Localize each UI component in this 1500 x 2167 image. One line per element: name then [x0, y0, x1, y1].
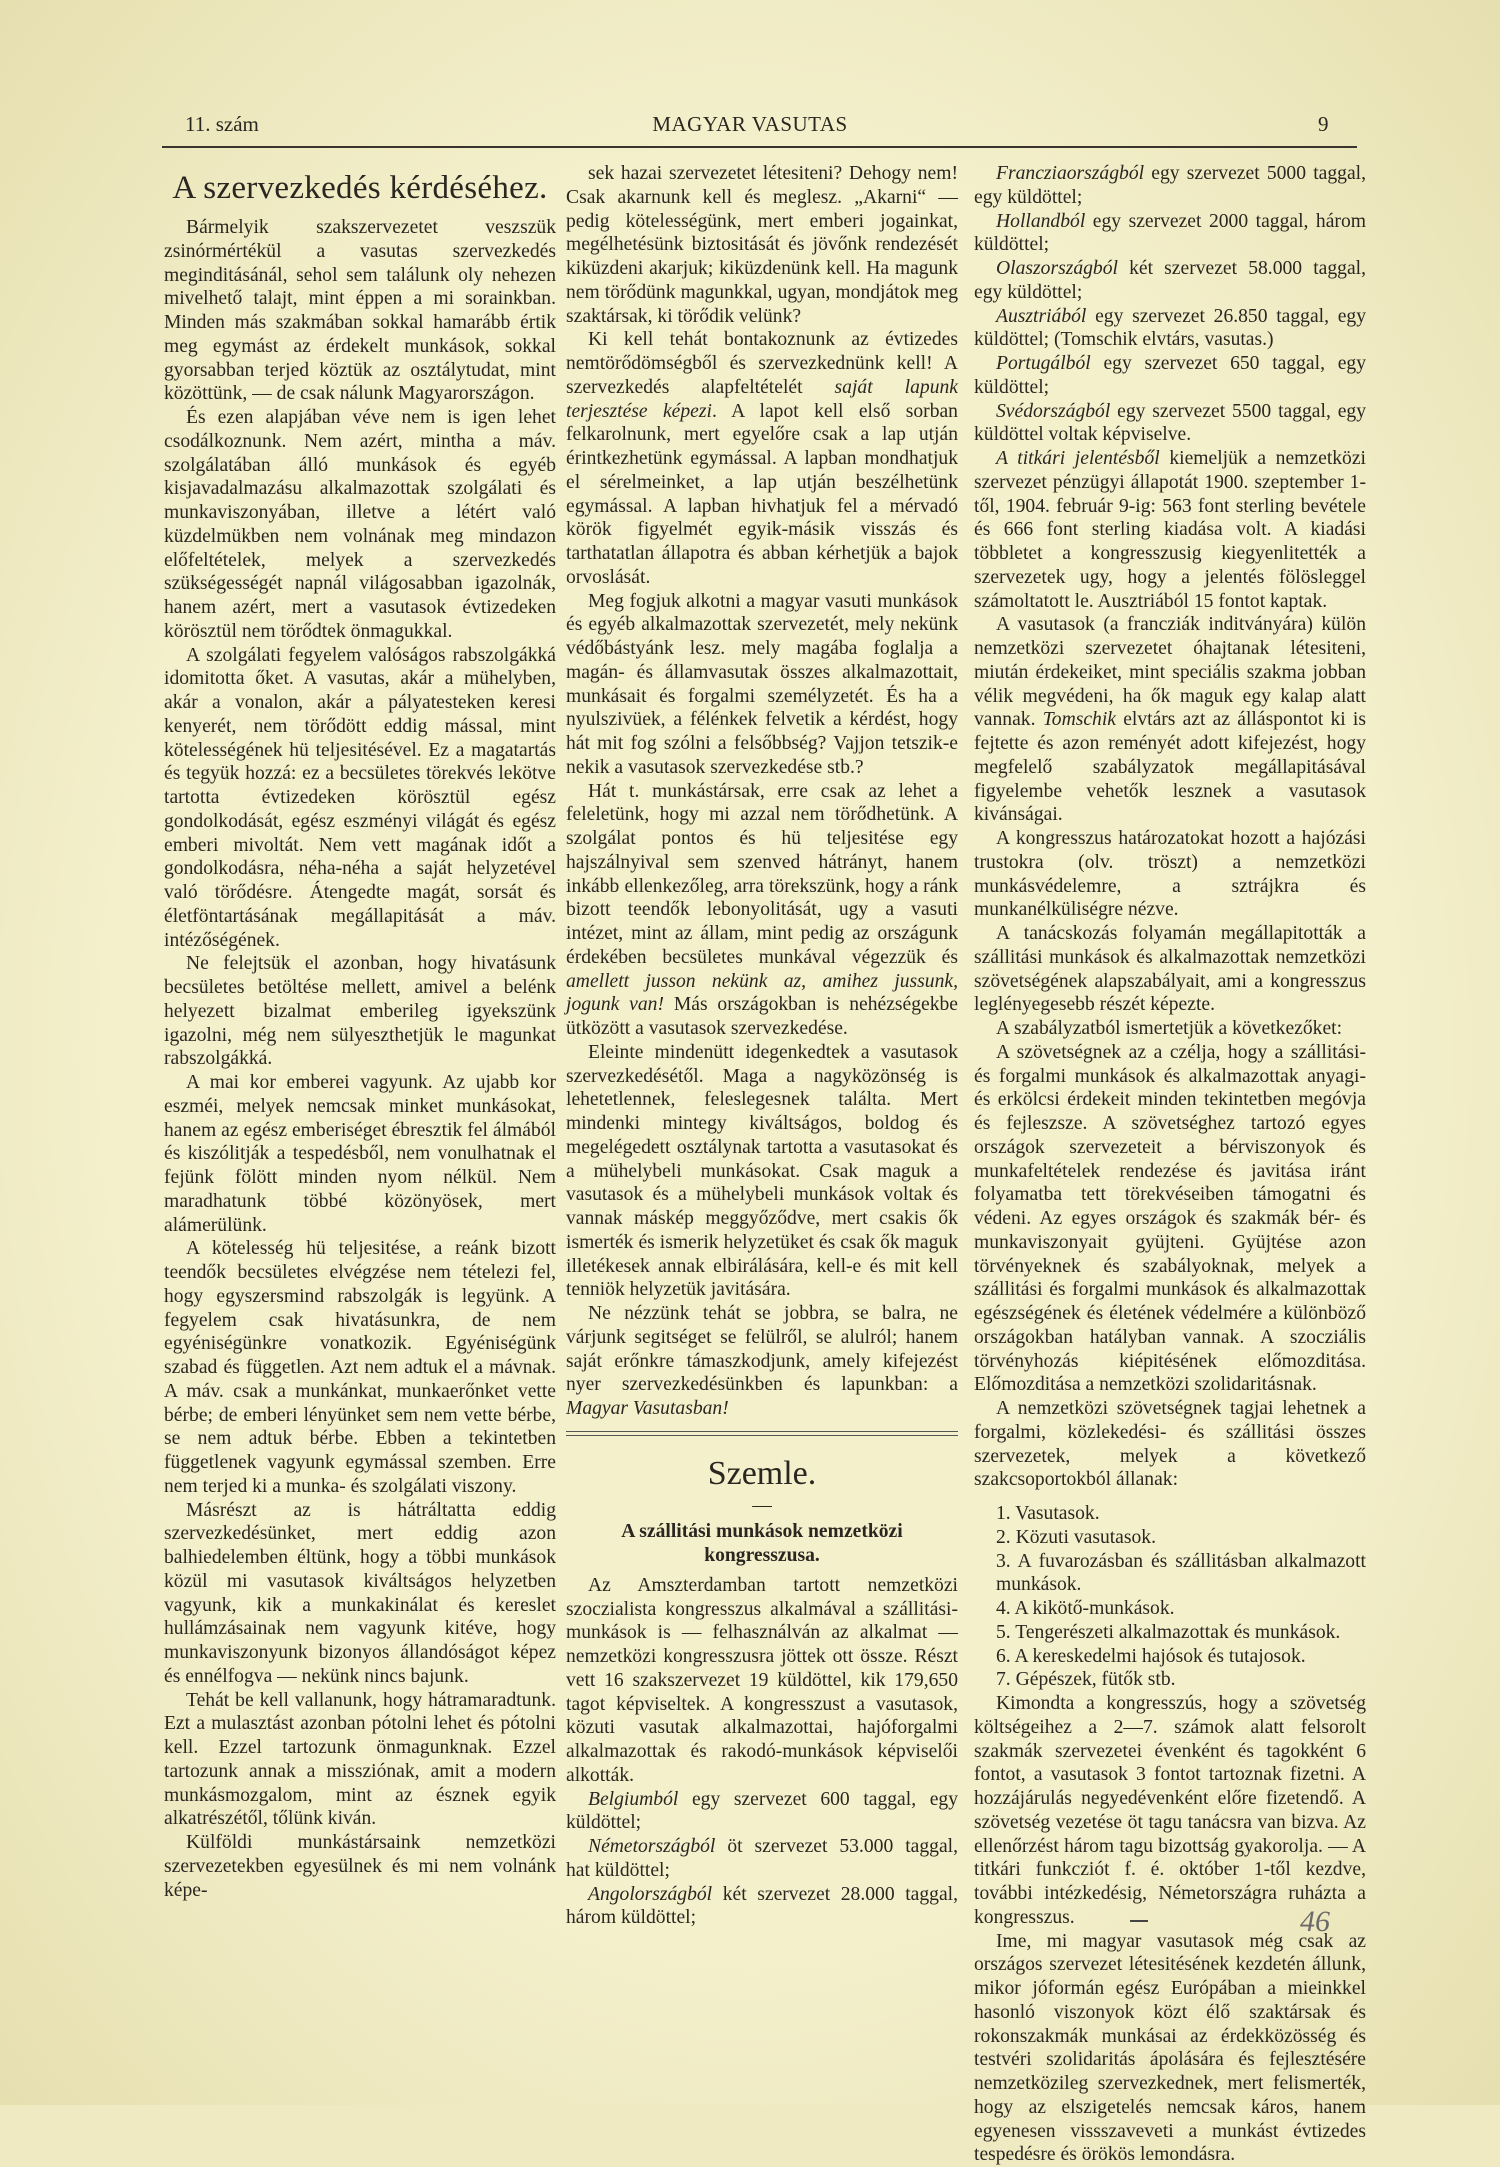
text-segment: A tanácskozás folyamán megállapitották a szállitási munkások és alkalmazottak nemzetközi szövetségének alapszabályait, ami a kongresszus leglényegesebb részét képezte. [974, 923, 1366, 1015]
paragraph [566, 1041, 958, 1302]
column-right [974, 162, 1366, 2167]
italic-text: Ausztriából [996, 306, 1086, 327]
paragraph [566, 1883, 958, 1931]
paragraph [974, 1017, 1366, 1041]
paragraph [974, 613, 1366, 827]
list-item: 5. Tengerészeti alkalmazottak és munkások. [974, 1621, 1366, 1645]
paragraph [974, 1692, 1366, 1930]
paragraph [974, 827, 1366, 922]
report-subtitle: A szállitási munkások nemzetközi kongresszusa. [586, 1520, 938, 1568]
paragraph [164, 1689, 556, 1832]
paragraph [974, 1397, 1366, 1492]
text-segment: elvtárs azt az álláspontot ki is fejtette és azon reményét adott kifejezést, hogy megfelelő szabályzatok megállapitásával figyelembe vehetők lesznek a vasutasok kivánságai. [974, 709, 1366, 825]
text-segment: . A lapot kell első sorban felkarolnunk, mert egyelőre csak a lap utján érintkezhetünk egymással. A lapban mondhatjuk el sérelmeinket, a lap utján beszélhetünk egymással. A lapban hivhatjuk fel a mérvadó körök figyelmét egyik-másik visszás és tarthatatlan állapotra és abban kérhetjük a bajok orvoslását. [566, 401, 958, 588]
text-segment: Tehát be kell vallanunk, hogy hátramaradtunk. Ezt a mulasztást azonban pótolni lehet és pótolni kell. Ezzel tartozunk önmagunknak. Ezzel tartozunk annak a missziónak, amit a modern munkásmozgalom, mint az észnek egyik alkatrészétől, tőlünk kiván. [164, 1690, 556, 1830]
text-segment: A szabályzatból ismertetjük a következőket: [996, 1018, 1342, 1039]
text-segment: egy szervezet 650 taggal, egy küldöttel; [974, 353, 1366, 398]
list-item: 6. A kereskedelmi hajósok és tutajosok. [974, 1645, 1366, 1669]
text-segment: egy szervezet 26.850 taggal, egy küldöttel; (Tomschik elvtárs, vasutas.) [974, 306, 1366, 351]
paragraph [164, 1237, 556, 1498]
italic-text: Németországból [588, 1836, 715, 1857]
text-segment: sek hazai szervezetet létesiteni? Dehogy nem! Csak akarnunk kell és meglesz. „Akarni“ — pedig kötelességünk, mert emberi jogainkat, megélhetésünk biztositását és jövőnk rendezését kiküzdeni akarjuk; kiküzdenünk kell. Ha magunk nem törődünk magunkkal, ugyan, mondjátok meg szaktársak, ki törődik velünk? [566, 163, 958, 327]
end-dash [1130, 1920, 1148, 1922]
report-body-continued [974, 162, 1366, 1492]
text-segment: A mai kor emberei vagyunk. Az ujabb kor eszméi, melyek nemcsak minket munkásokat, hanem az egész emberiséget ébresztik fel álmából és kiszólitják a tespedésből, nem vonulhatnak el fejünk fölött minden nyom nélkül. Nem maradhatunk többé közönyösek, mert alámerülünk. [164, 1072, 556, 1236]
italic-text: saját lapunk terjesztése képezi [566, 377, 958, 422]
paragraph [164, 1831, 556, 1902]
article-body-middle [566, 162, 958, 1421]
report-body [566, 1574, 958, 1930]
paragraph [164, 644, 556, 953]
text-segment: A szövetségnek az a czélja, hogy a szállitási- és forgalmi munkások és alkalmazottak anyagi- és erkölcsi érdekeit minden tekintetben megóvja és fejleszsze. A szövetséghez tartozó egyes országok szervezeteit a bérviszonyok és munkafeltételek rendezése és javitása iránt folyamatba tett törekvéseiben támogatni és védeni. Az egyes országok és szakmák bér- és munkaviszonyait gyüjteni. Gyüjtése azon törvényeknek és szabályoknak, melyek a szállitási és forgalmi munkások és alkalmazottak egészségének és életének védelmére a különböző országokban hatályban vannak. A szocziális törvényhozás kiépitésének előmozditása. Előmozditása a nemzetközi szolidaritásnak. [974, 1042, 1366, 1396]
paragraph [566, 1835, 958, 1883]
list-item: 4. A kikötő-munkások. [974, 1597, 1366, 1621]
italic-text: Magyar Vasutasban! [566, 1398, 729, 1419]
text-segment: két szervezet 28.000 taggal, három küldöttel; [566, 1884, 958, 1929]
italic-text: amellett jusson nekünk az, amihez jussunk, jogunk van! [566, 971, 958, 1016]
text-segment: Más országokban is nehézségekbe ütközött a vasutasok szervezkedése. [566, 994, 958, 1039]
text-segment: Ime, mi magyar vasutasok még csak az országos szervezet létesitésének kezdetén állunk, mikor jóformán egész Európában a mieinkkel hasonló viszonyok közt élő szaktársak és rokonszakmák munkásai az érdekközösség és testvéri szolidaritás ápolására és fejlesztésére nemzetközileg szervezkednek, mert felismerték, hogy az elszigetelés nemcsak káros, hanem egyenesen vissszaveveti a munkást évtizedes tespedésre és örökös lemondásra. [974, 1931, 1366, 2166]
text-segment: kiemeljük a nemzetközi szervezet pénzügyi állapotát 1900. szeptember 1-től, 1904. február 9-ig: 563 font sterling bevétele és 666 font sterling kiadása volt. A kiadási többletet a kongresszusig kiegyenlitették a szervezetek ugy, hogy a jelentés fölösleggel számoltatott le. Ausztriából 15 fontot kaptak. [974, 448, 1366, 612]
paragraph [974, 1930, 1366, 2167]
text-segment: öt szervezet 53.000 taggal, hat küldöttel; [566, 1836, 958, 1881]
page-number: 9 [1318, 112, 1329, 137]
paragraph [164, 406, 556, 644]
issue-number: 11. szám [185, 112, 259, 137]
paragraph [974, 922, 1366, 1017]
paragraph [164, 952, 556, 1071]
text-segment: Kimondta a kongresszús, hogy a szövetség költségeihez a 2—7. számok alatt felsorolt szakmák szervezetei évenként és tagokként 6 fontot, a vasutasok 3 fontot tartoznak fizetni. A hozzájárulás negyedévenként előre fizetendő. A szövetség vezetése öt tagu tanácsra van bizva. Az ellenőrzést három tagu bizottság gyakorolja. — A titkári funkcziót f. é. október 1-től kezdve, további intézkedésig, Németországra ruházta a kongresszus. [974, 1693, 1366, 1928]
paragraph [566, 1788, 958, 1836]
paragraph [164, 1071, 556, 1237]
article-body-left [164, 216, 556, 1902]
text-segment: Hát t. munkástársak, erre csak az lehet a feleletünk, hogy mi azzal nem törődhetünk. A szolgálat pontos és hü teljesitése egy hajszálnyival sem szenved hátrányt, hanem inkább ellenkezőleg, arra törekszünk, hogy a ránk bizott teendők lebonyolitását, ugy a vasuti intézet, mint az állam, mint pedig az országunk érdekében becsületes munkával végezzük és [566, 781, 958, 968]
paragraph [566, 1302, 958, 1421]
italic-text: Portugálból [996, 353, 1091, 374]
paragraph [566, 590, 958, 780]
text-segment: egy szervezet 2000 taggal, három küldöttel; [974, 211, 1366, 256]
italic-text: A titkári jelentésből [996, 448, 1160, 469]
italic-text: Angolországból [588, 1884, 712, 1905]
paragraph [974, 305, 1366, 353]
text-segment: Meg fogjuk alkotni a magyar vasuti munkások és egyéb alkalmazottak szervezetét, mely nekünk védőbástyánk lesz. mely magába foglalja a magán- és államvasutak összes alkalmazottait, munkásait és forgalmi személyzetét. És ha a nyulszivüek, a félénkek felvetik a kérdést, hogy hát mit fog szólni a felsőbbség? Vajjon tetszik-e nekik a vasutasok szervezkedése stb.? [566, 591, 958, 778]
text-segment: egy szervezet 5000 taggal, egy küldöttel; [974, 163, 1366, 208]
text-segment: Ki kell tehát bontakoznunk az évtizedes nemtörődömségből és szervezkednünk kell! A szervezkedés alapfeltételét [566, 329, 958, 398]
text-segment: És ezen alapjában véve nem is igen lehet csodálkoznunk. Nem azért, mintha a máv. szolgálatában álló munkások és egyéb kisjavadalmazásu alkalmazottak szolgálati és munkaviszonyában, illetve a létért való küzdelmükben nem volnának meg mindazon előfeltételek, melyek a szervezkedés szükségességét napnál világosabban igazolnák, hanem azért, mert a vasutasok évtizedeken körösztül nem törődtek önmagukkal. [164, 407, 556, 642]
paragraph [164, 216, 556, 406]
text-segment: Bármelyik szakszervezetet veszszük zsinórmértékül a vasutas szervezkedés meginditásánál, sehol sem találunk oly nehezen mivelhető talajt, mint éppen a mi sorainkban. Minden más szakmában sokkal hamarább értik meg egymást az érdekelt munkások, sokkal gyorsabban terjed köztük az osztálytudat, mint közöttünk, — de csak nálunk Magyarországon. [164, 217, 556, 404]
paragraph [974, 210, 1366, 258]
list-item: 7. Gépészek, fütők stb. [974, 1668, 1366, 1692]
paragraph [974, 162, 1366, 210]
title-dash: — [566, 1496, 958, 1516]
paragraph [974, 447, 1366, 613]
list-item: 2. Közuti vasutasok. [974, 1526, 1366, 1550]
text-segment: Eleinte mindenütt idegenkedtek a vasutasok szervezkedésétől. Maga a nagyközönség is lehetetlennek, feleslegesnek találta. Mert mindenki mintegy kiváltságos, boldog és megelégedett osztálynak tartotta a vasutasokat és a mühelybeli munkásokat. Csak maguk a vasutasok és a mühelybeli munkások voltak és vannak máskép meggyőződve, mert csakis ők ismerték és ismerik helyzetüket és csak ők maguk illetékesek annak elbirálására, kell-e és mit kell tenniök helyzetük javitására. [566, 1042, 958, 1301]
column-middle [566, 162, 958, 1930]
text-segment: egy szervezet 5500 taggal, egy küldöttel voltak képviselve. [974, 401, 1366, 446]
text-segment: két szervezet 58.000 taggal, egy küldöttel; [974, 258, 1366, 303]
text-segment: Külföldi munkástársaink nemzetközi szervezetekben egyesülnek és mi nem volnánk képe- [164, 1832, 556, 1901]
paragraph [164, 1499, 556, 1689]
paragraph [566, 328, 958, 589]
handwritten-note: 46 [1300, 1905, 1330, 1939]
italic-text: Tomschik [1043, 709, 1116, 730]
text-segment: A kötelesség hü teljesitése, a reánk bizott teendők becsületes elvégzése nem tételezi fel, hogy egyszersmind rabszolgák is legyünk. A fegyelem csak hivatásunkra, de nem egyéniségünkre vonatkozik. Egyéniségünk szabad és független. Azt nem adtuk el a mávnak. A máv. csak a munkánkat, munkaerőnket vette bérbe; de emberi lényünket sem nem vette bérbe, se nem adtuk bérbe. Ebben a tekintetben függetlenek vagyunk egymással szemben. Erre nem terjed ki a munka- és szolgálati viszony. [164, 1238, 556, 1497]
italic-text: Belgiumból [588, 1789, 678, 1810]
paragraph [974, 257, 1366, 305]
paragraph [566, 162, 958, 328]
italic-text: Hollandból [996, 211, 1085, 232]
header-rule [162, 146, 1357, 148]
paragraph [974, 352, 1366, 400]
italic-text: Svédországból [996, 401, 1110, 422]
newspaper-title: MAGYAR VASUTAS [0, 112, 1500, 137]
text-segment: egy szervezet 600 taggal, egy küldöttel; [566, 1789, 958, 1834]
text-segment: A kongresszus határozatokat hozott a hajózási trustokra (olv. tröszt) a nemzetközi munkásvédelemre, a sztrájkra és munkanélküliségre nézve. [974, 828, 1366, 920]
article-title: A szervezkedés kérdéséhez. [164, 168, 556, 208]
italic-text: Francziaországból [996, 163, 1144, 184]
text-segment: A szolgálati fegyelem valóságos rabszolgákká idomitotta őket. A vasutas, akár a mühelyben, akár a vonalon, akár a pályatesteken keresi kenyerét, nem törődött eddig mással, mint kötelességének hü teljesitésével. Ez a magatartás és tegyük hozzá: ez a becsületes törekvés lekötve tartotta évtizedeken körösztül egész gondolkodását, egész eszményi világát és egész emberi mivoltát. Nem vett magának időt a gondolkodásra, néha-néha a saját helyzetével való törődésre. Átengedte magát, sorsát és életföntartásának megállapitását a máv. intézőségének. [164, 645, 556, 951]
column-left [164, 162, 556, 1902]
paragraph [974, 1041, 1366, 1397]
member-groups-list [974, 1502, 1366, 1692]
text-segment: A nemzetközi szövetségnek tagjai lehetnek a forgalmi, közlekedési- és szállitási összes szervezetek, melyek a következő szakcsoportokból állanak: [974, 1398, 1366, 1490]
text-segment: A vasutasok (a francziák inditványára) külön nemzetközi szervezetet óhajtanak létesiteni, miután érdekeiket, mint speciális szakma jobban vélik megvédeni, ha ők maguk egy kalap alatt vannak. [974, 614, 1366, 730]
text-segment: Ne felejtsük el azonban, hogy hivatásunk becsületes betöltése mellett, amivel a belénk helyezett bizalmat emberileg igyekszünk igazolni, még nem sülyeszthetjük le magunkat rabszolgákká. [164, 953, 556, 1069]
text-segment: Az Amszterdamban tartott nemzetközi szoczialista kongresszus alkalmával a szállitási-munkások is — felhasználván az alkalmat — nemzetközi kongresszusra jöttek ott össze. Részt vett 16 szakszervezet 19 küldöttel, kik 179,650 tagot képviseltek. A kongresszust a vasutasok, közuti vasutak alkalmazottai, hajóforgalmi alkalmazottak és rakodó-munkások képviselői alkották. [566, 1575, 958, 1786]
paragraph [974, 400, 1366, 448]
section-title-szemle: Szemle. [566, 1454, 958, 1494]
italic-text: Olaszországból [996, 258, 1118, 279]
section-divider [566, 1431, 958, 1436]
paragraph [566, 780, 958, 1041]
text-segment: Ne nézzünk tehát se jobbra, se balra, ne várjunk segitséget se felülről, se alulról; hanem saját erőnkre támaszkodjunk, amely kifejezést nyer szervezkedésünkben és lapunkban: a [566, 1303, 958, 1395]
list-item: 1. Vasutasok. [974, 1502, 1366, 1526]
text-segment: Másrészt az is hátráltatta eddig szervezkedésünket, mert eddig azon balhiedelemben éltünk, hogy a többi munkások közül mi vasutasok kiváltságos helyzetben vagyunk, kik a munkakinálat és kereslet hullámzásainak nem vagyunk kitéve, hogy munkaviszonyunk bizonyos állandóságot képez és ennélfogva — nekünk nincs bajunk. [164, 1500, 556, 1687]
paragraph [566, 1574, 958, 1788]
list-item: 3. A fuvarozásban és szállitásban alkalmazott munkások. [974, 1550, 1366, 1598]
